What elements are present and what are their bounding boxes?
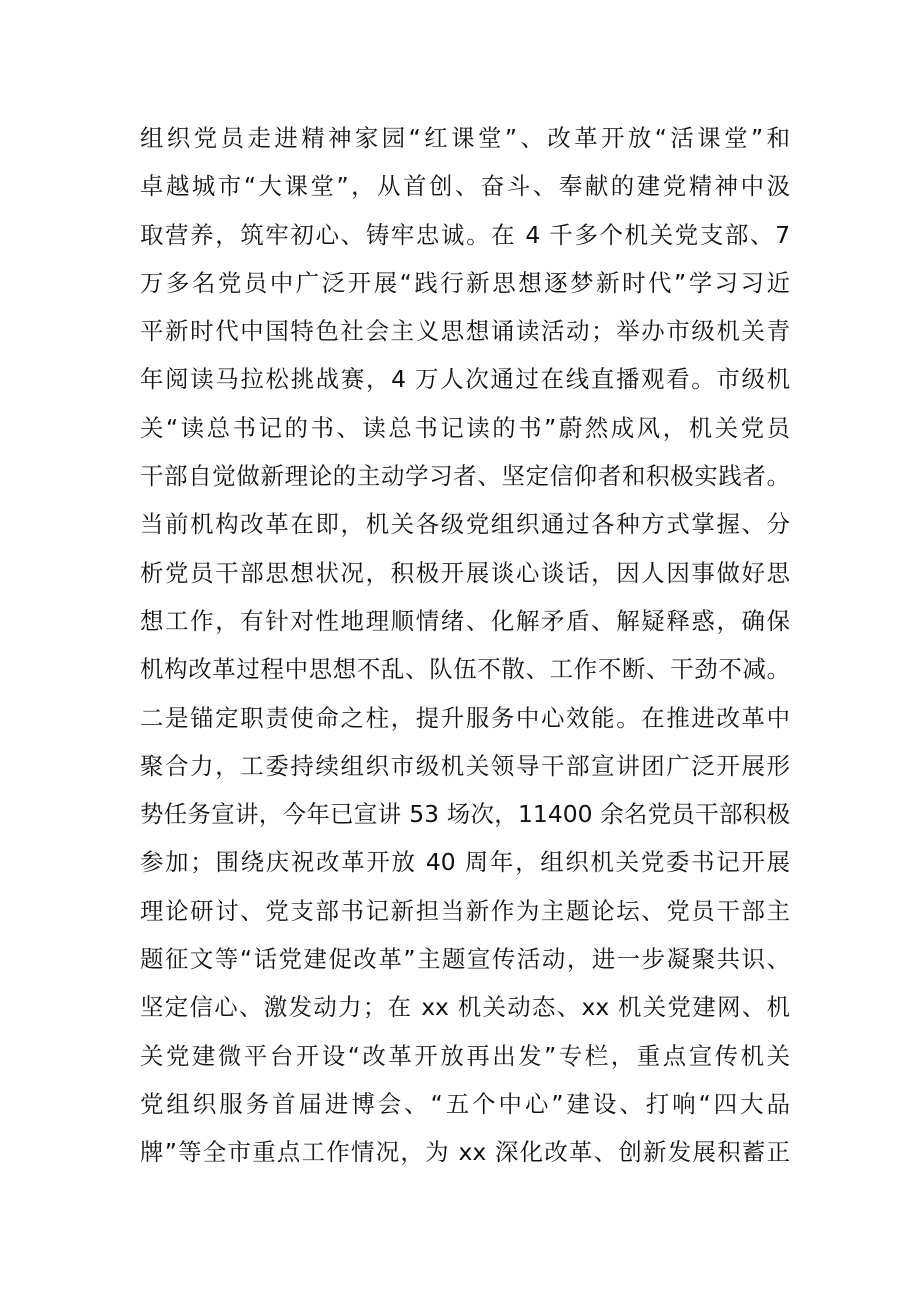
text-line: 二是锚定职责使命之柱，提升服务中心效能。在推进改革中 [140, 703, 790, 732]
text-line: 题征文等“话党建促改革”主题宣传活动，进一步凝聚共识、 [140, 945, 790, 974]
text-line: 析党员干部思想状况，积极开展谈心谈话，因人因事做好思 [140, 558, 790, 587]
text-line: 党组织服务首届进博会、“五个中心”建设、打响“四大品 [140, 1089, 790, 1118]
text-line: 组织党员走进精神家园“红课堂”、改革开放“活课堂”和 [140, 124, 790, 152]
text-line: 关“读总书记的书、读总书记读的书”蔚然成风，机关党员 [140, 413, 790, 442]
body-text [140, 114, 790, 1177]
text-line: 干部自觉做新理论的主动学习者、坚定信仰者和积极实践者。 [140, 462, 790, 491]
text-line: 牌”等全市重点工作情况，为 xx 深化改革、创新发展积蓄正 [140, 1138, 790, 1167]
text-line: 参加；围绕庆祝改革开放 40 周年，组织机关党委书记开展 [140, 848, 790, 877]
text-line: 理论研讨、党支部书记新担当新作为主题论坛、党员干部主 [140, 896, 790, 925]
text-line: 聚合力，工委持续组织市级机关领导干部宣讲团广泛开展形 [140, 751, 790, 780]
text-line: 当前机构改革在即，机关各级党组织通过各种方式掌握、分 [140, 510, 790, 539]
text-line: 卓越城市“大课堂”，从首创、奋斗、奉献的建党精神中汲 [140, 172, 790, 201]
text-line: 平新时代中国特色社会主义思想诵读活动；举办市级机关青 [140, 317, 790, 346]
text-line: 想工作，有针对性地理顺情绪、化解矛盾、解疑释惑，确保 [140, 606, 790, 635]
text-line: 机构改革过程中思想不乱、队伍不散、工作不断、干劲不减。 [140, 655, 790, 684]
text-line: 坚定信心、激发动力；在 xx 机关动态、xx 机关党建网、机 [140, 993, 790, 1022]
text-line: 关党建微平台开设“改革开放再出发”专栏，重点宣传机关 [140, 1041, 790, 1070]
text-line: 年阅读马拉松挑战赛，4 万人次通过在线直播观看。市级机 [140, 365, 790, 394]
text-line: 万多名党员中广泛开展“践行新思想逐梦新时代”学习习近 [140, 268, 790, 297]
text-line: 取营养，筑牢初心、铸牢忠诚。在 4 千多个机关党支部、7 [140, 220, 790, 249]
text-line: 势任务宣讲，今年已宣讲 53 场次，11400 余名党员干部积极 [140, 800, 790, 829]
